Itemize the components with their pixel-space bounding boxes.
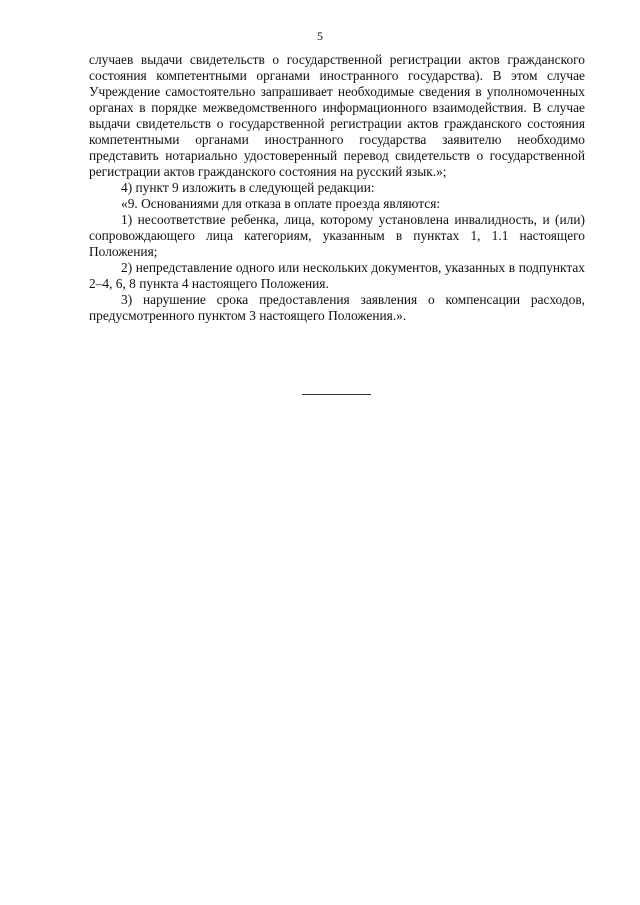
paragraph-subitem-2: 2) непредставление одного или нескольких документов, указанных в подпунктах 2–4, 6, 8 пункта 4 настоящего Положения.	[89, 260, 585, 291]
paragraph-clause-9: «9. Основаниями для отказа в оплате проезда являются:	[121, 196, 441, 211]
paragraph-subitem-1: 1) несоответствие ребенка, лица, которому установлена инвалидность, и (или) сопровождающего лица категориям, указанным в пунктах 1, 1.1 настоящего Положения;	[89, 212, 585, 259]
paragraph-item-4: 4) пункт 9 изложить в следующей редакции:	[121, 180, 375, 195]
document-body	[89, 52, 585, 324]
paragraph-continuation: случаев выдачи свидетельств о государственной регистрации актов гражданского состояния компетентными органами иностранного государства). В этом случае Учреждение самостоятельно запрашивает необходимые сведения в уполномоченных органах в порядке межведомственного информационного взаимодействия. В случае выдачи свидетельств о государственной регистрации актов гражданского состояния компетентными органами иностранного государства заявителю необходимо представить нотариально удостоверенный перевод свидетельств о государственной регистрации актов гражданского состояния на русский язык.»;	[89, 52, 585, 179]
closing-divider	[302, 394, 371, 395]
paragraph-subitem-3: 3) нарушение срока предоставления заявления о компенсации расходов, предусмотренного пунктом 3 настоящего Положения.».	[89, 292, 585, 323]
page-number: 5	[317, 29, 323, 43]
